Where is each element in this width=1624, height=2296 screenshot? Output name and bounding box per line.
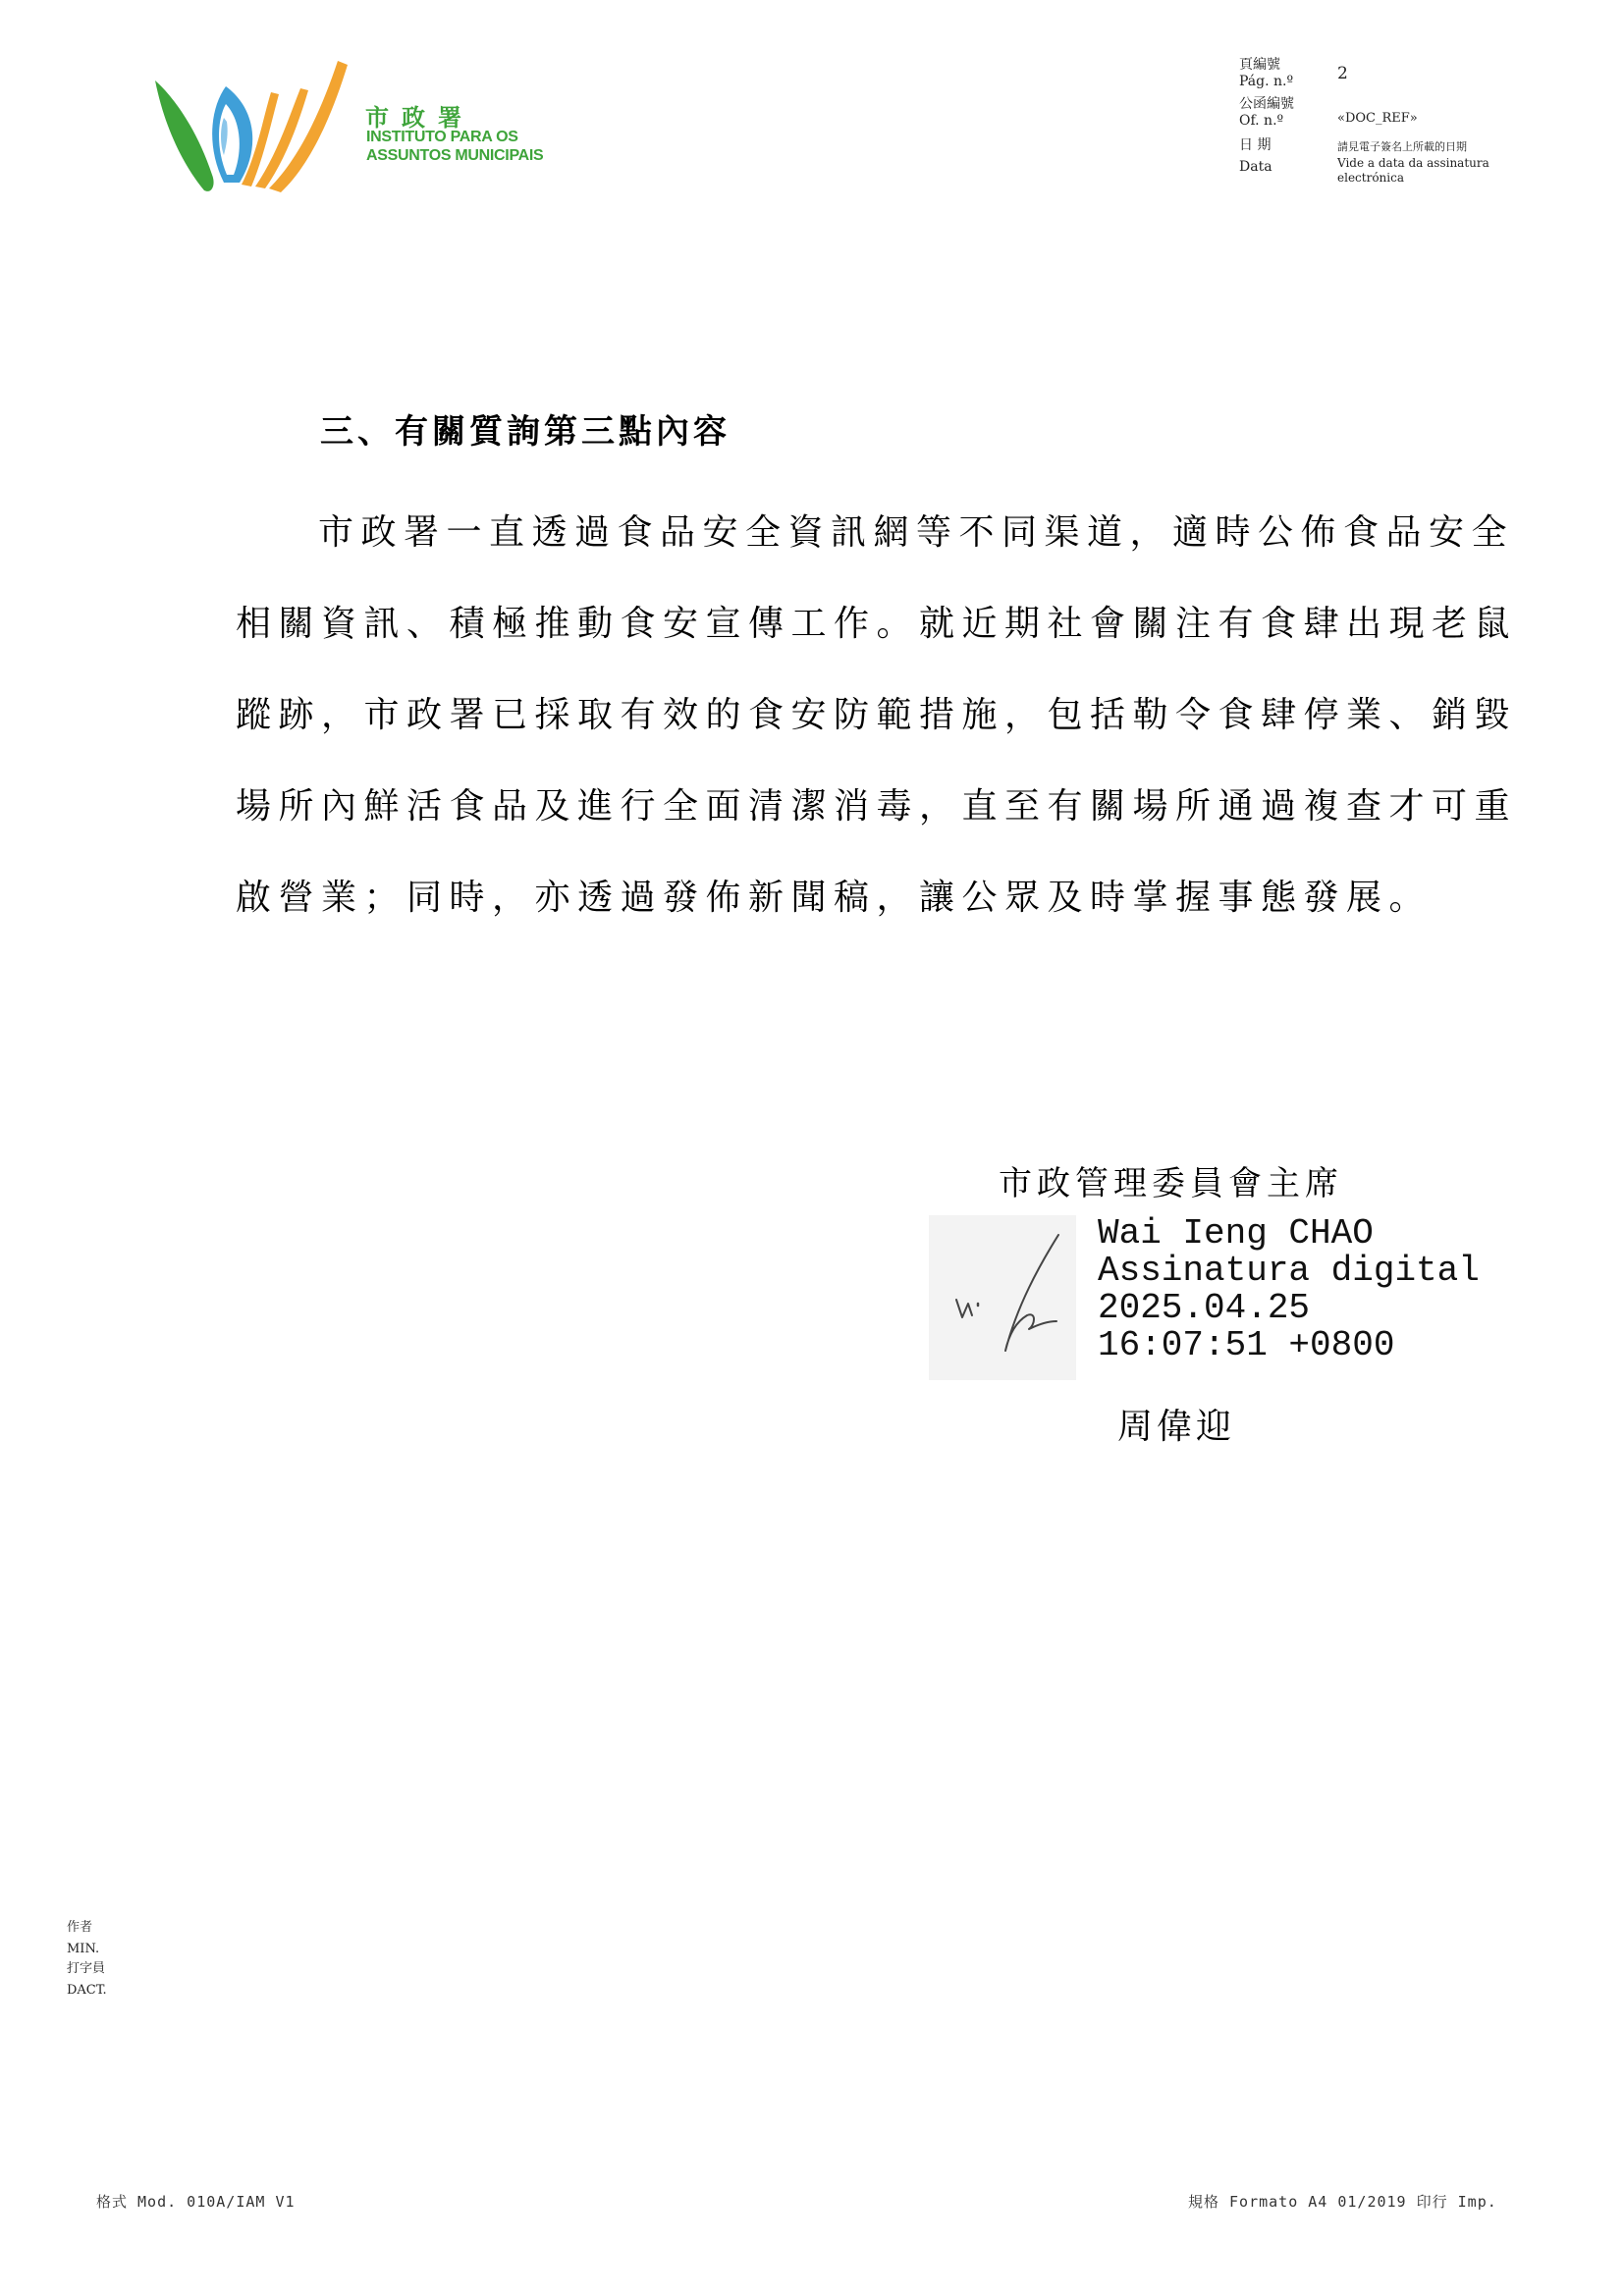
paragraph-line: 市政署一直透過食品安全資訊網等不同渠道，適時公佈食品安全 [318, 512, 1515, 553]
typist-label-pt: DACT. [67, 1983, 107, 1998]
date-value-cn: 請見電子簽名上所載的日期 [1337, 140, 1467, 153]
date-label-cn: 日 期 [1239, 137, 1272, 153]
org-name-portuguese-line2: ASSUNTOS MUNICIPAIS [366, 147, 544, 164]
form-code: 格式 Mod. 010A/IAM V1 [96, 2193, 296, 2211]
page-number-label-cn: 頁編號 [1239, 57, 1280, 73]
org-name-chinese: 市政署 [365, 104, 474, 132]
paragraph-line: 場所內鮮活食品及進行全面清潔消毒，直至有關場所通過複查才可重 [236, 786, 1518, 827]
signature-time: 16:07:51 +0800 [1098, 1325, 1395, 1365]
page-number-value: 2 [1337, 64, 1348, 83]
typist-label-cn: 打字員 [67, 1961, 106, 1976]
format-info: 規格 Formato A4 01/2019 印行 Imp. [1188, 2193, 1497, 2211]
section-heading: 三、有關質詢第三點內容 [320, 412, 731, 452]
signature-date: 2025.04.25 [1098, 1288, 1311, 1328]
signer-title: 市政管理委員會主席 [999, 1164, 1343, 1203]
reference-label-pt: Of. n.º [1239, 113, 1284, 129]
org-name-portuguese-line1: INSTITUTO PARA OS [366, 129, 518, 145]
reference-label-cn: 公函編號 [1239, 96, 1294, 112]
iam-lotus-logo-icon [155, 59, 361, 198]
author-label-cn: 作者 [67, 1920, 93, 1935]
author-label-pt: MIN. [67, 1942, 100, 1956]
paragraph-line: 蹤跡，市政署已採取有效的食安防範措施，包括勒令食肆停業、銷毀 [236, 695, 1518, 735]
handwritten-signature-icon [948, 1227, 1086, 1364]
signer-chinese-name: 周偉迎 [1117, 1407, 1236, 1447]
paragraph-line: 啟營業；同時，亦透過發佈新聞稿，讓公眾及時掌握事態發展。 [236, 878, 1433, 918]
signer-latin-name: Wai Ieng CHAO [1098, 1213, 1374, 1254]
date-label-pt: Data [1239, 159, 1272, 175]
date-value-pt-line2: electrónica [1337, 171, 1404, 185]
reference-value: «DOC_REF» [1337, 111, 1418, 126]
body-paragraph [236, 487, 1518, 943]
date-value-pt-line1: Vide a data da assinatura [1337, 156, 1489, 170]
signature-type: Assinatura digital [1098, 1251, 1480, 1291]
paragraph-line: 相關資訊、積極推動食安宣傳工作。就近期社會關注有食肆出現老鼠 [236, 604, 1518, 644]
page-number-label-pt: Pág. n.º [1239, 74, 1294, 89]
